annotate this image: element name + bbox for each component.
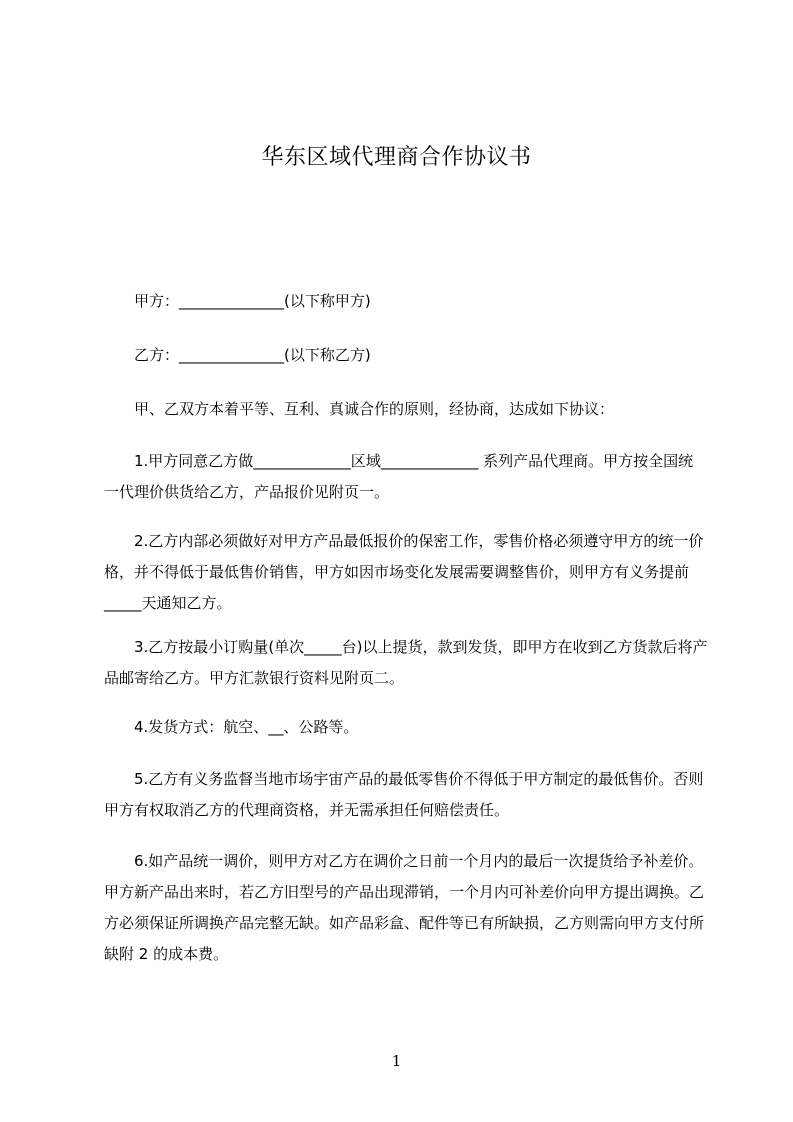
document-title: 华东区域代理商合作协议书 [261,145,532,170]
clause-1: 1.甲方同意乙方做_____________区域_____________ 系列产品代理商。甲方按全国统一代理价供货给乙方，产品报价见附页一。 [104,452,694,501]
clause-5: 5.乙方有义务监督当地市场宇宙产品的最低零售价不得低于甲方制定的最低售价。否则甲方有权取消乙方的代理商资格，并无需承担任何赔偿责任。 [104,770,704,819]
clause-4: 4.发货方式：航空、__、公路等。 [104,718,359,736]
clause-6: 6.如产品统一调价，则甲方对乙方在调价之日前一个月内的最后一次提货给予补差价。甲方新产品出来时，若乙方旧型号的产品出现滞销，一个月内可补差价向甲方提出调换。乙方必须保证所调换产品完整无缺。如产品彩盒、配件等已有所缺损，乙方则需向甲方支付所缺附 2 的成本费。 [104,852,705,963]
clause-3: 3.乙方按最小订购量(单次_____台)以上提货，款到发货，即甲方在收到乙方货款后将产品邮寄给乙方。甲方汇款银行资料见附页二。 [104,638,708,687]
clause-2: 2.乙方内部必须做好对甲方产品最低报价的保密工作，零售价格必须遵守甲方的统一价格，并不得低于最低售价销售，甲方如因市场变化发展需要调整售价，则甲方有义务提前_____天通知乙方。 [104,532,704,612]
intro-paragraph: 甲、乙双方本着平等、互利、真诚合作的原则，经协商，达成如下协议： [104,400,615,418]
party-b-line: 乙方：______________(以下称乙方) [104,346,371,364]
page-number: 1 [391,1052,402,1070]
party-a-line: 甲方：______________(以下称甲方) [104,292,371,310]
